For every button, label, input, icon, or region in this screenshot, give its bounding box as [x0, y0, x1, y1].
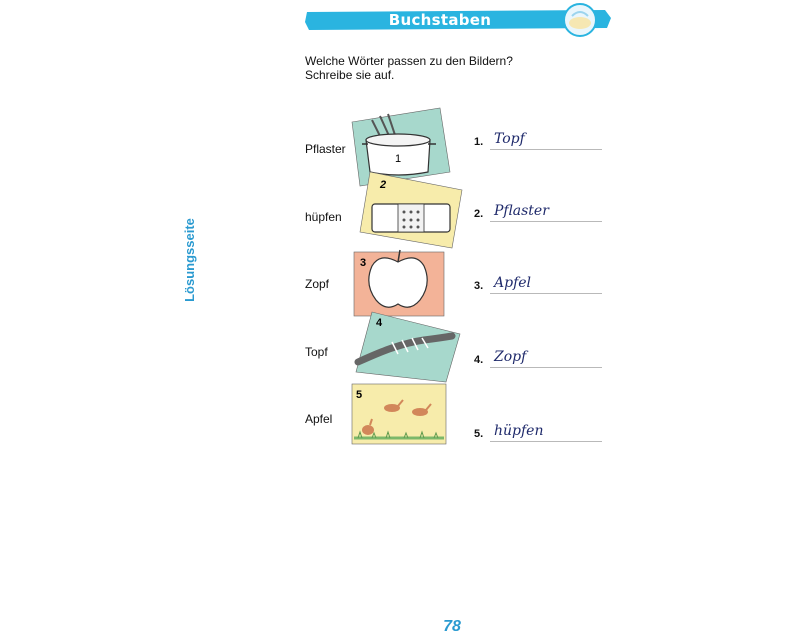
writing-line	[490, 441, 602, 442]
word-item: hüpfen	[305, 210, 342, 224]
picture-number: 2	[380, 179, 387, 191]
answer-number: 5.	[474, 428, 484, 440]
picture-4-braid	[356, 312, 460, 382]
page-title: Buchstaben	[388, 11, 492, 29]
answer-text: Pflaster	[494, 203, 549, 219]
picture-number: 3	[360, 257, 367, 269]
answer-text: hüpfen	[494, 423, 544, 439]
writing-line	[490, 293, 602, 294]
answer-number: 2.	[474, 208, 484, 220]
answer-line-5	[474, 420, 602, 442]
answer-line-1	[474, 128, 602, 150]
answer-line-4	[474, 346, 602, 368]
answer-text: Zopf	[494, 349, 527, 365]
picture-number: 5	[356, 389, 363, 401]
picture-number: 1	[395, 153, 402, 165]
picture-5-rabbits	[352, 384, 446, 444]
word-item: Apfel	[305, 412, 333, 426]
answer-text: Topf	[494, 131, 525, 147]
instruction-line-2: Schreibe sie auf.	[305, 68, 395, 82]
word-item: Pflaster	[305, 142, 346, 156]
picture-1-pot	[352, 108, 450, 186]
answer-line-2	[474, 200, 602, 222]
picture-2-plaster	[360, 172, 462, 248]
answer-line-3	[474, 272, 602, 294]
word-item: Zopf	[305, 277, 330, 291]
instruction-line-1: Welche Wörter passen zu den Bildern?	[305, 54, 513, 68]
picture-number: 4	[376, 317, 383, 329]
word-item: Topf	[305, 345, 328, 359]
solution-page-label: Lösungsseite	[182, 218, 197, 302]
answer-number: 4.	[474, 354, 484, 366]
writing-line	[490, 149, 602, 150]
writing-line	[490, 221, 602, 222]
answer-number: 3.	[474, 280, 484, 292]
page-number: 78	[443, 618, 461, 635]
picture-3-apple	[354, 250, 444, 316]
answer-number: 1.	[474, 136, 484, 148]
writing-line	[490, 367, 602, 368]
answer-text: Apfel	[494, 275, 532, 291]
